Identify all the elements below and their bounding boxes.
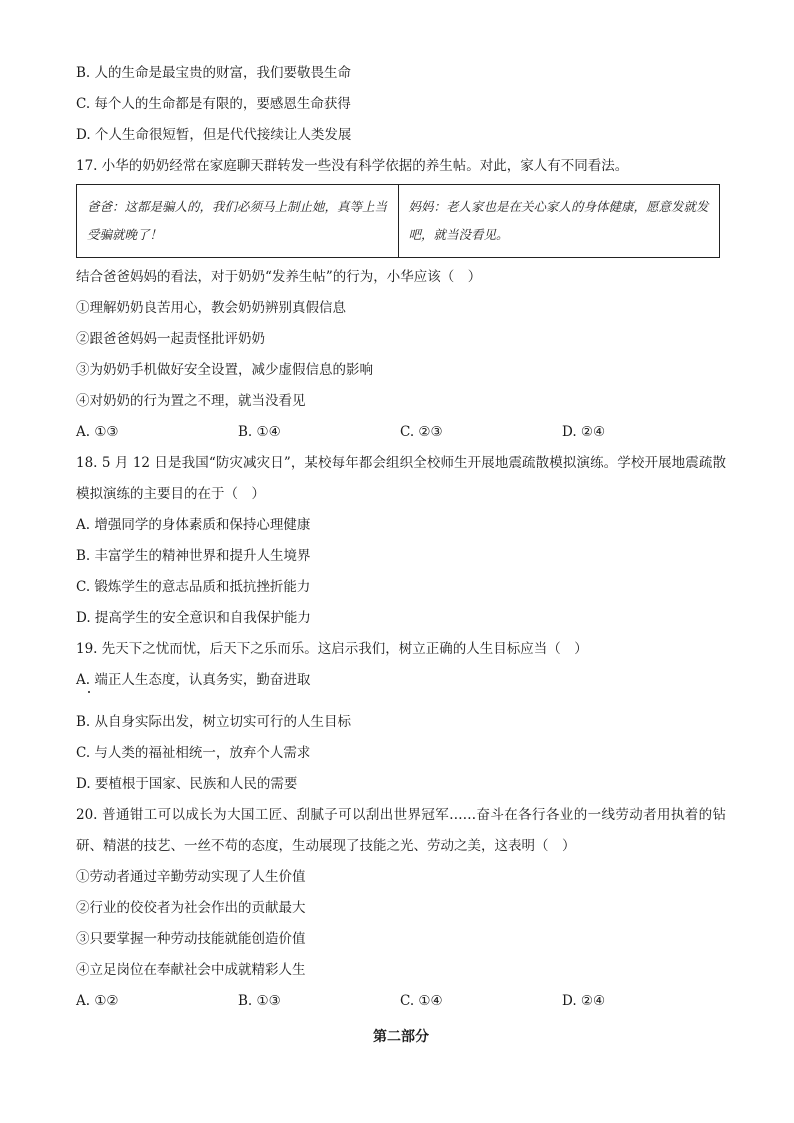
q17-opinion-table	[76, 184, 720, 258]
q20-item-1: ①劳动者通过辛勤劳动实现了人生价值	[76, 869, 306, 885]
q20-item-2: ②行业的佼佼者为社会作出的贡献最大	[76, 900, 306, 916]
q18-option-b[interactable]: B. 丰富学生的精神世界和提升人生境界	[76, 548, 311, 564]
q20-stem: 20. 普通钳工可以成长为大国工匠、刮腻子可以刮出世界冠军……奋斗在各行各业的一线劳动者用执着的钻研、精湛的技艺、一丝不苟的态度，生动展现了技能之光、劳动之美，这表明（ ）	[76, 807, 726, 854]
q17-options	[76, 417, 726, 448]
q17-question: 结合爸爸妈妈的看法，对于奶奶“发养生帖”的行为，小华应该（ ）	[76, 269, 482, 285]
q20-option-d[interactable]: D. ②④	[562, 993, 606, 1009]
q18-option-a[interactable]: A. 增强同学的身体素质和保持心理健康	[76, 517, 311, 533]
q16-option-c: C. 每个人的生命都是有限的，要感恩生命获得	[76, 96, 351, 112]
q17-option-a[interactable]: A. ①③	[76, 424, 119, 440]
q17-item-2: ②跟爸爸妈妈一起责怪批评奶奶	[76, 331, 265, 347]
q19-option-c[interactable]: C. 与人类的福祉相统一，放弃个人需求	[76, 745, 311, 761]
q19-option-b[interactable]: B. 从自身实际出发，树立切实可行的人生目标	[76, 714, 352, 730]
q17-option-d[interactable]: D. ②④	[562, 424, 606, 440]
q17-stem: 17. 小华的奶奶经常在家庭聊天群转发一些没有科学依据的养生帖。对此，家人有不同看法。	[76, 158, 629, 174]
q16-option-b: B. 人的生命是最宝贵的财富，我们要敬畏生命	[76, 65, 352, 81]
q17-option-c[interactable]: C. ②③	[400, 424, 443, 440]
q18-option-c[interactable]: C. 锻炼学生的意志品质和抵抗挫折能力	[76, 579, 311, 595]
q20-option-a[interactable]: A. ①②	[76, 993, 119, 1009]
q17-option-b[interactable]: B. ①④	[238, 424, 281, 440]
q19-option-d[interactable]: D. 要植根于国家、民族和人民的需要	[76, 776, 298, 792]
q16-option-d: D. 个人生命很短暂，但是代代接续让人类发展	[76, 127, 352, 143]
q17-mom-opinion: 妈妈：老人家也是在关心家人的身体健康，愿意发就发吧，就当没看见。	[398, 185, 720, 258]
q17-item-1: ①理解奶奶良苦用心，教会奶奶辨别真假信息	[76, 300, 346, 316]
q18-stem: 18. 5 月 12 日是我国“防灾减灾日”，某校每年都会组织全校师生开展地震疏散模拟演练。学校开展地震疏散模拟演练的主要目的在于（ ）	[76, 455, 726, 502]
q17-item-4: ④对奶奶的行为置之不理，就当没看见	[76, 393, 306, 409]
q20-item-4: ④立足岗位在奉献社会中成就精彩人生	[76, 962, 306, 978]
q17-dad-opinion: 爸爸：这都是骗人的，我们必须马上制止她，真等上当受骗就晚了！	[77, 185, 399, 258]
q20-options	[76, 986, 726, 1017]
q18-option-d[interactable]: D. 提高学生的安全意识和自我保护能力	[76, 610, 311, 626]
stray-dot-mark	[88, 691, 90, 693]
exam-page	[76, 58, 726, 1055]
q17-item-3: ③为奶奶手机做好安全设置，减少虚假信息的影响	[76, 362, 373, 378]
q20-option-c[interactable]: C. ①④	[400, 993, 443, 1009]
q20-item-3: ③只要掌握一种劳动技能就能创造价值	[76, 931, 306, 947]
q19-stem: 19. 先天下之忧而忧，后天下之乐而乐。这启示我们，树立正确的人生目标应当（ ）	[76, 641, 588, 657]
q19-option-a[interactable]: A. 端正人生态度，认真务实，勤奋进取	[76, 672, 311, 688]
q20-option-b[interactable]: B. ①③	[238, 993, 281, 1009]
section-title: 第二部分	[373, 1029, 429, 1045]
